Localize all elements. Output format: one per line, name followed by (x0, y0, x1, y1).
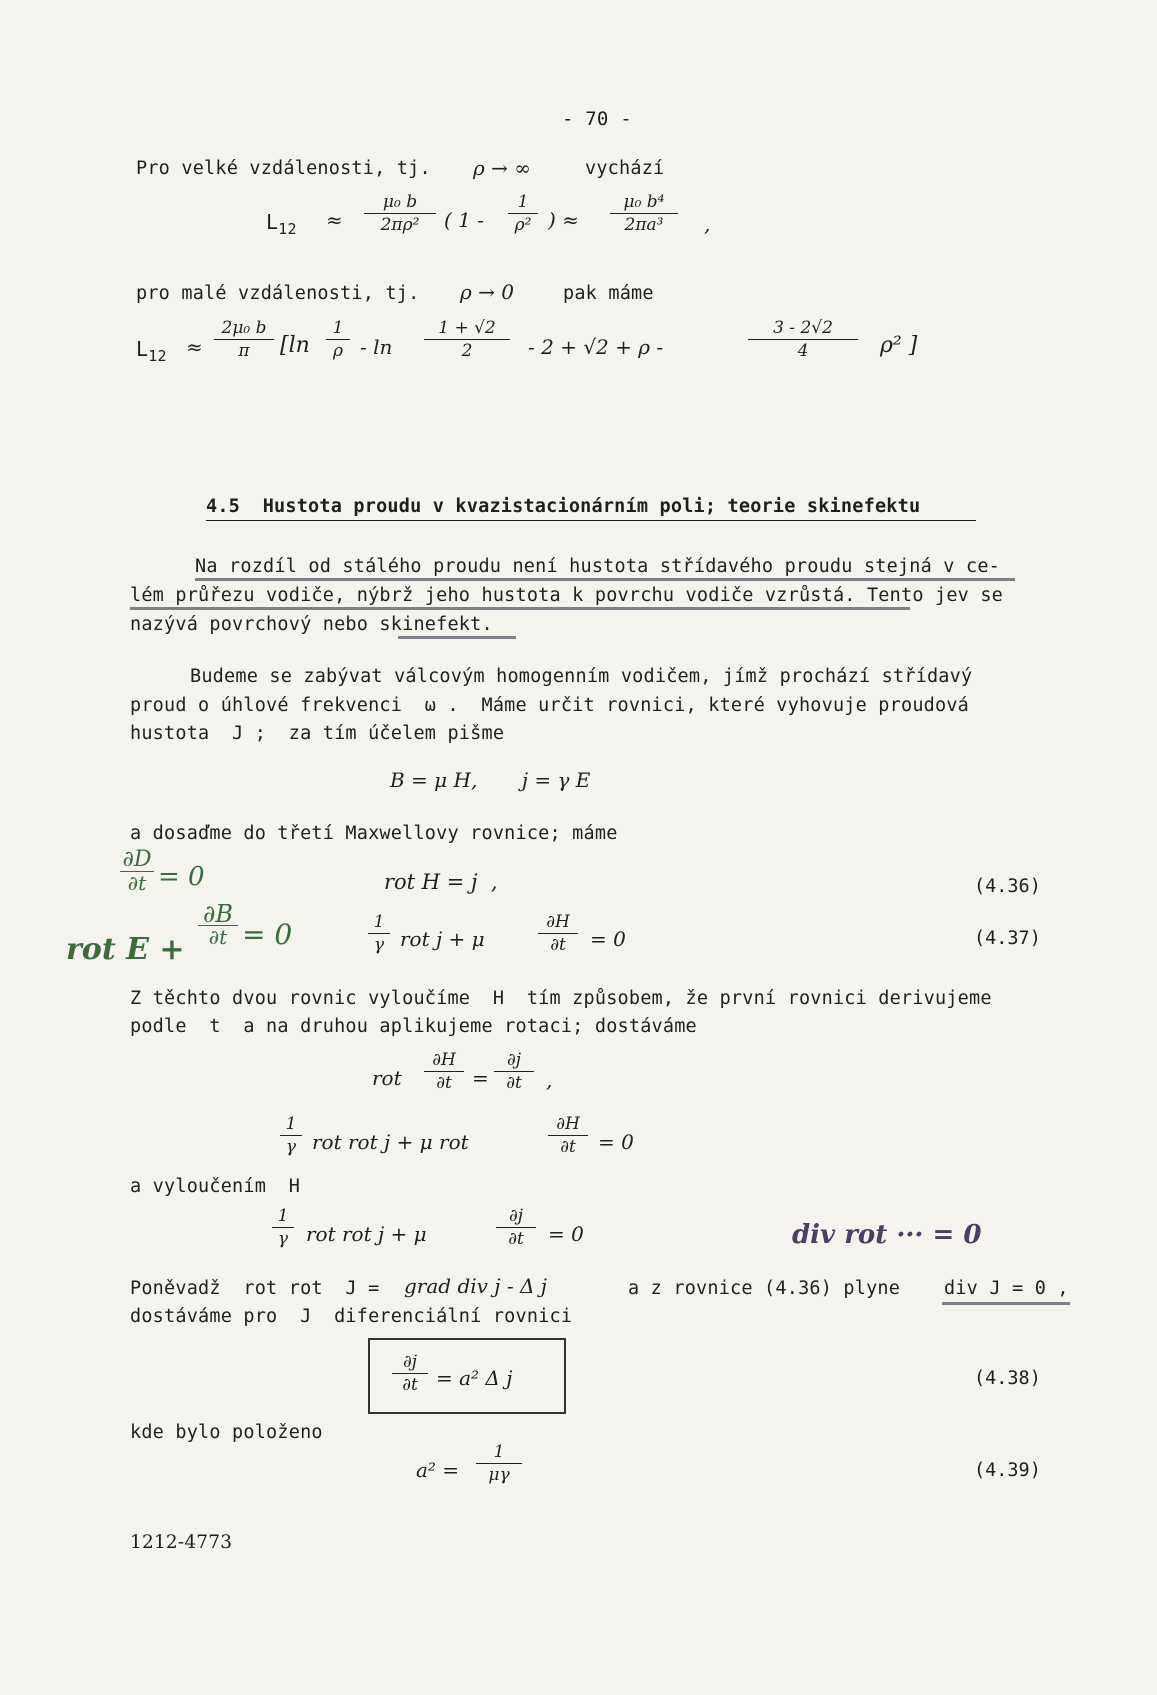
frac-denominator: ∂t (208, 925, 228, 949)
text-vychazi: vychází (585, 158, 665, 179)
frac-numerator: 3 - 2√2 (773, 318, 833, 338)
eq-small-end: ρ² ] (880, 333, 918, 358)
frac-numerator: 1 (285, 1114, 297, 1134)
frac-bar (272, 1227, 294, 1228)
frac-denominator: 2 (461, 341, 473, 361)
rho-to-zero: ρ → 0 (460, 280, 514, 304)
frac-bar (496, 1227, 536, 1228)
eq-437-frac (538, 912, 578, 955)
frac-numerator: 1 (373, 912, 385, 932)
eq-437-prefactor (368, 912, 390, 955)
eq-rot-dt-frac2 (494, 1050, 534, 1093)
frac-bar (748, 339, 858, 340)
para2-line1: Budeme se zabývat válcovým homogenním vodičem, jímž prochází střídavý (190, 666, 973, 687)
frac-denominator: ρ (333, 341, 343, 361)
eq-rot-dt-frac1 (424, 1050, 464, 1093)
frac-bar (280, 1135, 302, 1136)
eq-number-436: (4.36) (974, 876, 1041, 897)
margin-note-rotE: rot E + (66, 932, 185, 967)
frac-denominator: ∂t (560, 1137, 576, 1157)
margin-note-dB-dt (198, 900, 238, 949)
approx-sign: ≈ (326, 208, 343, 232)
eq-small-frac4 (748, 318, 858, 361)
eq-small-frac1 (214, 318, 274, 361)
eq-large-close: ) ≈ (548, 208, 579, 232)
frac-bar (392, 1373, 428, 1374)
frac-bar (424, 1071, 464, 1072)
frac-bar (610, 213, 678, 214)
page-number: - 70 - (562, 108, 632, 130)
pen-underline-2 (130, 607, 910, 610)
para7: kde bylo položeno (130, 1422, 323, 1443)
frac-bar (538, 933, 578, 934)
eq-437-end: = 0 (590, 927, 626, 951)
eq-small-ln1: [ln (280, 333, 310, 358)
approx-sign: ≈ (186, 335, 203, 359)
eq-438-rest: = a² Δ j (436, 1366, 513, 1390)
frac-bar (326, 339, 350, 340)
frac-numerator: ∂j (402, 1352, 418, 1372)
eq-rot-dt-rot: rot (372, 1066, 402, 1090)
eq-final-mid: rot rot j + μ (306, 1222, 427, 1246)
frac-numerator: μ₀ b⁴ (623, 192, 665, 212)
frac-numerator: ∂j (506, 1050, 522, 1070)
frac-denominator: ∂t (550, 935, 566, 955)
eq-rot-dt-end: , (546, 1068, 553, 1092)
frac-numerator: 1 (493, 1442, 505, 1462)
para4-line1: Z těchto dvou rovnic vyloučíme H tím způsobem, že první rovnici derivujeme (130, 988, 992, 1009)
text-small-distance: pro malé vzdálenosti, tj. (136, 283, 420, 304)
eq-small-frac3 (424, 318, 510, 361)
margin-note-div-rot: div rot ··· = 0 (792, 1220, 982, 1250)
frac-denominator: ∂t (436, 1073, 452, 1093)
frac-bar (548, 1135, 588, 1136)
frac-bar (214, 339, 274, 340)
frac-denominator: ∂t (508, 1229, 524, 1249)
frac-numerator: 1 (332, 318, 344, 338)
frac-bar (494, 1071, 534, 1072)
section-title: 4.5 Hustota proudu v kvazistacionárním poli; teorie skinefektu (206, 496, 921, 517)
frac-numerator: 1 (517, 192, 529, 212)
frac-denominator: 2πρ² (380, 215, 420, 235)
eq-rotrot-mid: rot rot j + μ rot (312, 1130, 469, 1154)
eq-final-end: = 0 (548, 1222, 584, 1246)
frac-bar (368, 933, 390, 934)
eq-438-frac (392, 1352, 428, 1395)
frac-denominator: γ (277, 1229, 289, 1249)
frac-numerator: ∂D (122, 847, 152, 872)
eq-rot-dt-eq: = (472, 1066, 489, 1090)
pen-underline-div (942, 1302, 1070, 1305)
frac-bar (424, 339, 510, 340)
frac-denominator: 4 (797, 341, 809, 361)
eq-small-rest: - 2 + √2 + ρ - (528, 335, 664, 359)
frac-denominator: ∂t (402, 1375, 418, 1395)
eq-number-437: (4.37) (974, 928, 1041, 949)
frac-numerator: ∂H (546, 912, 570, 932)
margin-note-dB-end: = 0 (242, 918, 293, 951)
frac-denominator: γ (373, 935, 385, 955)
margin-note-dD-end: = 0 (158, 862, 205, 892)
margin-note-dD-dt (120, 847, 154, 895)
eq-rotrot-end: = 0 (598, 1130, 634, 1154)
frac-numerator: ∂H (432, 1050, 456, 1070)
frac-numerator: ∂H (556, 1114, 580, 1134)
eq-large-L (266, 210, 297, 238)
frac-denominator: ρ² (514, 215, 532, 235)
para6-line2: dostáváme pro J diferenciální rovnici (130, 1306, 573, 1327)
para6-part-c: a z rovnice (4.36) plyne (628, 1278, 901, 1299)
frac-bar (364, 213, 436, 214)
para1-line3: nazývá povrchový nebo skinefekt. (130, 614, 493, 635)
eq-number-439: (4.39) (974, 1460, 1041, 1481)
eq-final-frac (496, 1206, 536, 1249)
eq-large-mid: ( 1 - (444, 208, 484, 232)
eq-436: rot H = j , (384, 870, 498, 894)
para1-line1: Na rozdíl od stálého proudu není hustota střídavého proudu stejná v ce- (195, 556, 1000, 577)
eq-large-frac2 (508, 192, 538, 235)
para6-part-d: div J = 0 , (944, 1278, 1069, 1299)
L-symbol: L (136, 337, 149, 361)
eq-439-lhs: a² = (416, 1458, 460, 1482)
frac-numerator: 1 + √2 (438, 318, 496, 338)
L-symbol: L (266, 210, 279, 234)
frac-numerator: 1 (277, 1206, 289, 1226)
para5: a vyloučením H (130, 1176, 301, 1197)
eq-439-frac (476, 1442, 522, 1485)
eq-rotrot-frac (548, 1114, 588, 1157)
eq-large-end: , (704, 212, 711, 236)
frac-denominator: π (238, 341, 250, 361)
eq-rotrot-prefactor (280, 1114, 302, 1157)
text-large-distance: Pro velké vzdálenosti, tj. (136, 158, 431, 179)
eq-small-ln2: - ln (360, 335, 393, 359)
eq-small-frac2 (326, 318, 350, 361)
frac-denominator: ∂t (506, 1073, 522, 1093)
para3: a dosaďme do třetí Maxwellovy rovnice; máme (130, 823, 618, 844)
frac-denominator: μγ (488, 1465, 510, 1485)
frac-denominator: γ (285, 1137, 297, 1157)
eq-437-mid: rot j + μ (400, 927, 485, 951)
eq-number-438: (4.38) (974, 1368, 1041, 1389)
section-title-underline (206, 520, 976, 521)
frac-denominator: 2πa³ (624, 215, 664, 235)
para4-line2: podle t a na druhou aplikujeme rotaci; dostáváme (130, 1016, 697, 1037)
para6-part-b: grad div j - Δ j (404, 1274, 547, 1298)
eq-large-frac3 (610, 192, 678, 235)
frac-numerator: 2μ₀ b (221, 318, 267, 338)
eq-B-mu-H: B = μ H, j = γ E (390, 768, 591, 792)
pen-underline-3 (398, 636, 516, 639)
frac-numerator: ∂j (508, 1206, 524, 1226)
text-pak-mame: pak máme (563, 283, 654, 304)
frac-denominator: ∂t (127, 871, 147, 895)
L-subscript: 12 (278, 220, 297, 238)
para6-part-a: Poněvadž rot rot J = (130, 1278, 380, 1299)
eq-small-L (136, 337, 167, 365)
para1-line2: lém průřezu vodiče, nýbrž jeho hustota k povrchu vodiče vzrůstá. Tento jev se (130, 585, 1004, 606)
pen-underline-1 (195, 578, 1015, 581)
L-subscript: 12 (148, 347, 167, 365)
footer-code: 1212-4773 (130, 1532, 233, 1553)
frac-numerator: μ₀ b (382, 192, 418, 212)
frac-numerator: ∂B (202, 900, 234, 928)
para2-line2: proud o úhlové frekvenci ω . Máme určit rovnici, které vyhovuje proudová (130, 695, 970, 716)
frac-bar (476, 1463, 522, 1464)
para2-line3: hustota J ; za tím účelem pišme (130, 723, 505, 744)
eq-final-prefactor (272, 1206, 294, 1249)
rho-to-infinity: ρ → ∞ (473, 156, 531, 180)
frac-bar (508, 213, 538, 214)
eq-large-frac1 (364, 192, 436, 235)
